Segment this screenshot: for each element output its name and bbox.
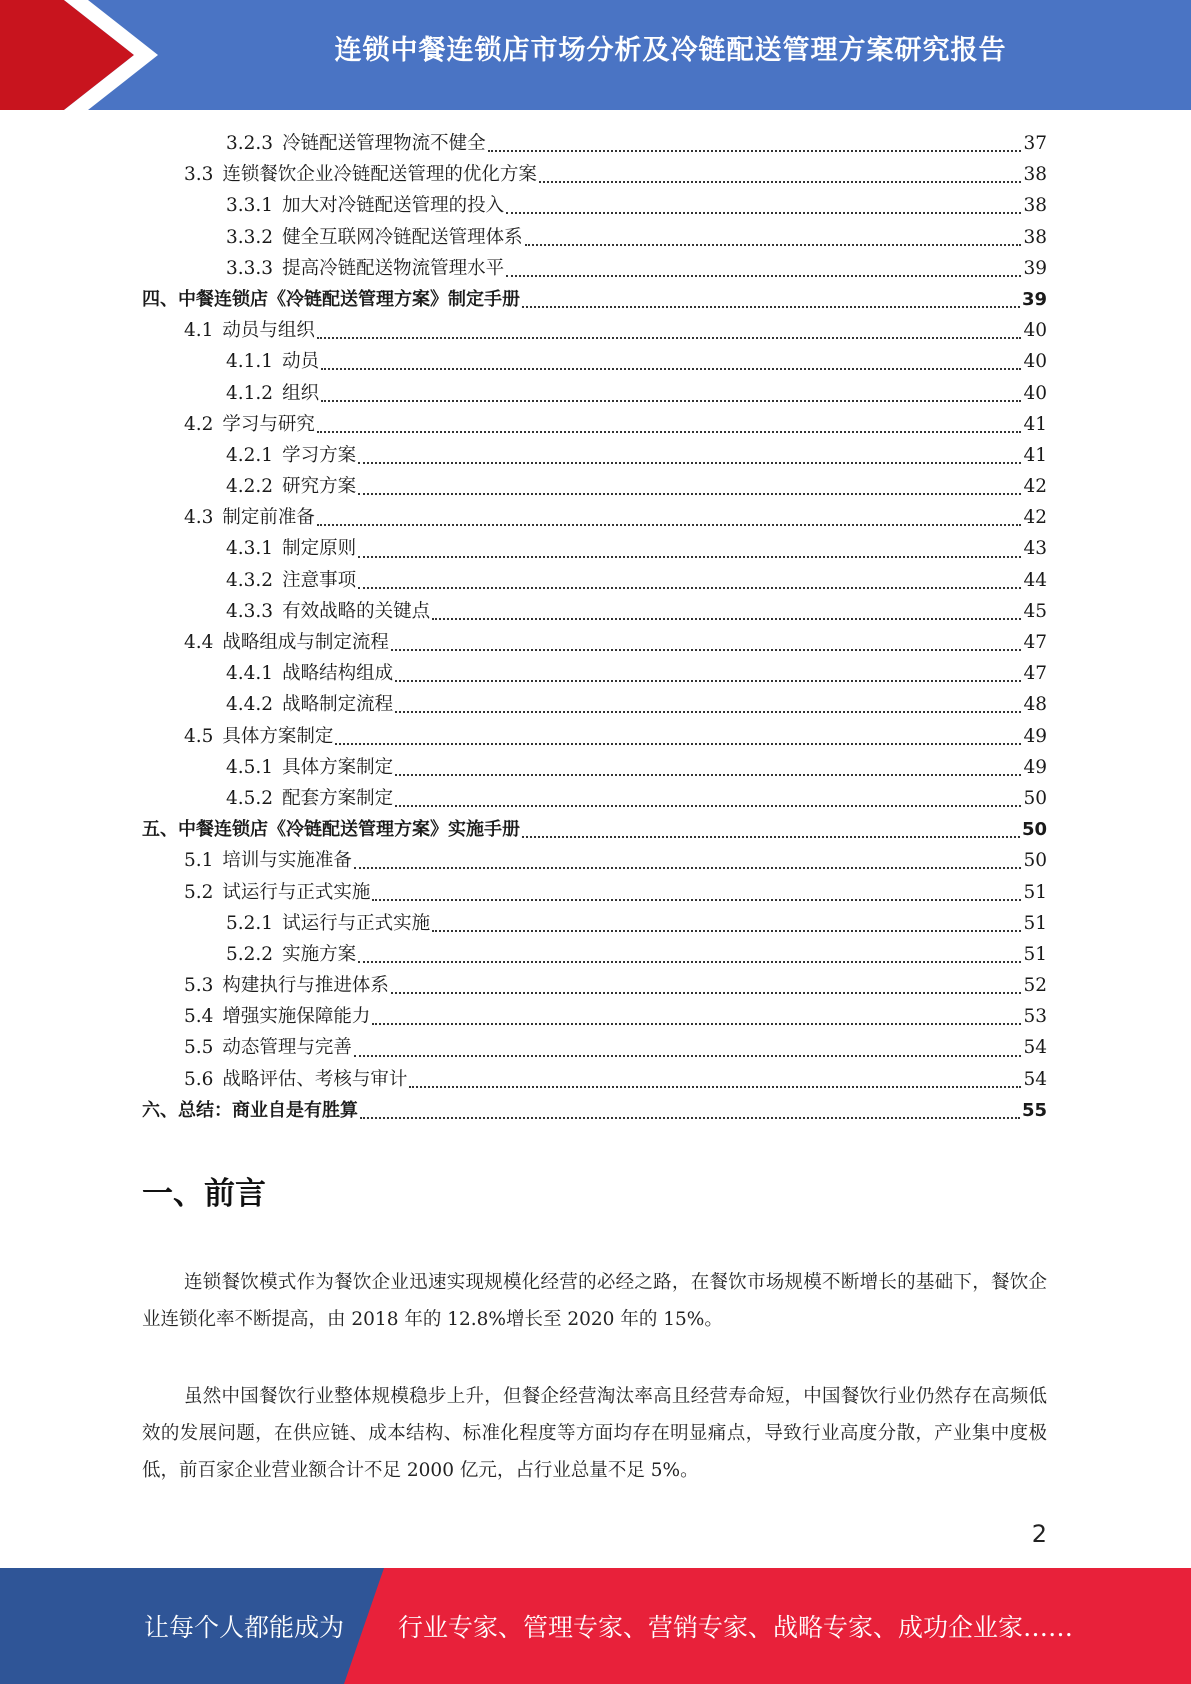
toc-dot-leader: [432, 929, 1021, 932]
toc-dot-leader: [525, 243, 1022, 246]
toc-dot-leader: [317, 336, 1022, 339]
toc-entry-page: 38: [1023, 195, 1047, 217]
toc-entry-title: 增强实施保障能力: [222, 1006, 371, 1028]
toc-entry-title: 试运行与正式实施: [222, 881, 371, 903]
toc-entry-page: 47: [1023, 632, 1047, 653]
toc-entry-number: 5.5: [184, 1037, 214, 1059]
toc-entry-title: 构建执行与推进体系: [222, 975, 389, 997]
toc-entry[interactable]: [142, 845, 1047, 876]
toc-entry[interactable]: [142, 908, 1047, 939]
toc-entry-number: 4.5.2: [226, 787, 274, 809]
toc-entry[interactable]: [142, 1032, 1047, 1063]
toc-entry[interactable]: [142, 533, 1047, 564]
toc-entry-title: 冷链配送管理物流不健全: [282, 133, 486, 154]
toc-entry-number: 4.1.2: [226, 382, 274, 404]
toc-entry-page: 37: [1023, 133, 1047, 154]
toc-entry-title: 战略评估、考核与审计: [222, 1068, 408, 1090]
toc-entry[interactable]: [142, 378, 1047, 409]
table-of-contents: [142, 128, 1047, 1126]
toc-entry[interactable]: [142, 689, 1047, 720]
toc-entry-title: 学习与研究: [222, 413, 315, 435]
toc-entry-page: 51: [1023, 881, 1047, 903]
toc-entry-title: 试运行与正式实施: [282, 912, 431, 934]
toc-entry-number: 4.2.2: [226, 476, 274, 498]
toc-entry-number: 4.4.1: [226, 663, 274, 685]
toc-entry[interactable]: [142, 721, 1047, 752]
toc-entry-number: 4.2.1: [226, 444, 274, 466]
toc-dot-leader: [395, 679, 1021, 682]
section-heading: 一、前言: [142, 1176, 266, 1212]
toc-entry-page: 50: [1021, 819, 1047, 841]
toc-entry-number: 4.1.1: [226, 351, 274, 373]
header-band: [0, 0, 1191, 110]
toc-entry-title: 注意事项: [282, 569, 357, 591]
toc-dot-leader: [360, 1116, 1020, 1119]
toc-entry-page: 50: [1023, 787, 1047, 809]
toc-entry-title: 学习方案: [282, 444, 357, 466]
toc-entry-number: 5.1: [184, 850, 214, 872]
toc-dot-leader: [395, 773, 1021, 776]
toc-entry-number: 4.3.1: [226, 538, 274, 560]
toc-dot-leader: [506, 211, 1021, 214]
toc-entry-page: 52: [1023, 975, 1047, 997]
toc-entry-title: 六、总结：商业自是有胜算: [142, 1099, 358, 1121]
toc-entry-page: 42: [1023, 476, 1047, 498]
toc-entry[interactable]: [142, 471, 1047, 502]
toc-entry-page: 49: [1023, 725, 1047, 747]
toc-entry-title: 连锁餐饮企业冷链配送管理的优化方案: [222, 164, 537, 186]
toc-entry[interactable]: [142, 1095, 1047, 1126]
toc-dot-leader: [391, 648, 1022, 651]
toc-dot-leader: [395, 710, 1021, 713]
paragraph-1: 连锁餐饮模式作为餐饮企业迅速实现规模化经营的必经之路，在餐饮市场规模不断增长的基础下，餐饮企业连锁化率不断提高，由 2018 年的 12.8%增长至 2020 年的 15%。: [142, 1272, 1047, 1330]
toc-entry-number: 4.3.3: [226, 600, 274, 622]
toc-dot-leader: [358, 586, 1021, 589]
toc-entry[interactable]: [142, 877, 1047, 908]
toc-dot-leader: [354, 1054, 1022, 1057]
toc-entry-page: 44: [1023, 569, 1047, 591]
toc-entry[interactable]: [142, 253, 1047, 284]
toc-entry[interactable]: [142, 284, 1047, 315]
toc-entry-number: 4.5: [184, 725, 214, 747]
toc-entry[interactable]: [142, 658, 1047, 689]
toc-entry-number: 5.4: [184, 1006, 214, 1028]
toc-dot-leader: [391, 991, 1022, 994]
toc-entry-page: 49: [1023, 756, 1047, 778]
toc-entry-page: 42: [1023, 507, 1047, 529]
document-title: 连锁中餐连锁店市场分析及冷链配送管理方案研究报告: [334, 35, 1007, 66]
toc-dot-leader: [539, 180, 1022, 183]
toc-entry-title: 加大对冷链配送管理的投入: [282, 195, 505, 217]
toc-entry[interactable]: [142, 440, 1047, 471]
toc-entry-title: 动态管理与完善: [222, 1037, 352, 1059]
toc-entry-number: 5.2.1: [226, 912, 274, 934]
footer-band: [0, 1568, 1191, 1684]
toc-entry-title: 组织: [282, 382, 320, 404]
toc-entry-number: 4.5.1: [226, 756, 274, 778]
toc-dot-leader: [432, 617, 1021, 620]
footer-slogan-right: 行业专家、管理专家、营销专家、战略专家、成功企业家……: [398, 1613, 1074, 1642]
toc-entry-number: 5.6: [184, 1068, 214, 1090]
toc-entry-title: 制定前准备: [222, 507, 315, 529]
toc-entry-page: 38: [1023, 226, 1047, 248]
toc-entry-title: 具体方案制定: [282, 756, 394, 778]
toc-entry-page: 41: [1023, 444, 1047, 466]
toc-entry[interactable]: [142, 627, 1047, 658]
toc-dot-leader: [358, 492, 1021, 495]
header-red-block: [0, 0, 134, 110]
toc-entry-title: 四、中餐连锁店《冷链配送管理方案》制定手册: [142, 288, 520, 310]
footer-slogan-left: 让每个人都能成为: [144, 1613, 345, 1642]
toc-entry[interactable]: [142, 190, 1047, 221]
toc-entry-title: 战略制定流程: [282, 694, 394, 716]
toc-entry-page: 48: [1023, 694, 1047, 716]
paragraph-2: 虽然中国餐饮行业整体规模稳步上升，但餐企经营淘汰率高且经营寿命短，中国餐饮行业仍然存在高频低效的发展问题，在供应链、成本结构、标准化程度等方面均存在明显痛点，导致行业高度分散，产业集中度极低，前百家企业营业额合计不足 2000 亿元，占行业总量不足 5%。: [142, 1386, 1047, 1481]
toc-entry[interactable]: [142, 752, 1047, 783]
toc-entry[interactable]: [142, 596, 1047, 627]
toc-entry-number: 4.2: [184, 413, 214, 435]
toc-entry[interactable]: [142, 159, 1047, 190]
toc-entry-page: 47: [1023, 663, 1047, 685]
toc-dot-leader: [321, 367, 1021, 370]
toc-dot-leader: [358, 960, 1021, 963]
toc-entry[interactable]: [142, 565, 1047, 596]
toc-dot-leader: [522, 305, 1020, 308]
toc-entry-number: 3.2.3: [226, 133, 274, 154]
toc-entry[interactable]: [142, 128, 1047, 159]
toc-entry-number: 3.3.1: [226, 195, 274, 217]
toc-entry-page: 51: [1023, 912, 1047, 934]
toc-dot-leader: [358, 555, 1021, 558]
toc-dot-leader: [317, 523, 1022, 526]
toc-entry-page: 45: [1023, 600, 1047, 622]
toc-entry-title: 具体方案制定: [222, 725, 334, 747]
toc-entry-page: 39: [1021, 288, 1047, 310]
toc-entry-page: 40: [1023, 351, 1047, 373]
toc-entry[interactable]: [142, 409, 1047, 440]
toc-entry-title: 培训与实施准备: [222, 850, 352, 872]
toc-entry[interactable]: [142, 315, 1047, 346]
toc-entry-number: 5.2.2: [226, 943, 274, 965]
toc-entry-title: 战略结构组成: [282, 663, 394, 685]
toc-entry-page: 50: [1023, 850, 1047, 872]
toc-dot-leader: [395, 804, 1021, 807]
toc-entry[interactable]: [142, 502, 1047, 533]
toc-entry-number: 4.1: [184, 320, 214, 342]
toc-entry-number: 3.3: [184, 164, 214, 186]
toc-entry[interactable]: [142, 814, 1047, 845]
toc-entry-number: 4.4.2: [226, 694, 274, 716]
toc-entry-title: 动员与组织: [222, 320, 315, 342]
toc-entry-page: 51: [1023, 943, 1047, 965]
toc-dot-leader: [372, 1022, 1021, 1025]
page-number: 2: [1031, 1520, 1047, 1548]
toc-entry-title: 制定原则: [282, 538, 357, 560]
toc-entry-page: 38: [1023, 164, 1047, 186]
toc-entry-title: 提高冷链配送物流管理水平: [282, 257, 505, 279]
toc-entry-page: 39: [1023, 257, 1047, 279]
toc-entry-page: 55: [1021, 1099, 1047, 1121]
toc-entry-page: 54: [1023, 1037, 1047, 1059]
toc-dot-leader: [506, 274, 1021, 277]
toc-entry-title: 动员: [282, 351, 320, 373]
toc-entry-title: 实施方案: [282, 943, 357, 965]
toc-entry-page: 41: [1023, 413, 1047, 435]
toc-entry-page: 40: [1023, 382, 1047, 404]
toc-entry-title: 健全互联网冷链配送管理体系: [282, 226, 523, 248]
toc-entry-page: 54: [1023, 1068, 1047, 1090]
toc-entry-title: 研究方案: [282, 476, 357, 498]
toc-entry-page: 43: [1023, 538, 1047, 560]
toc-entry-title: 五、中餐连锁店《冷链配送管理方案》实施手册: [142, 819, 520, 841]
toc-entry[interactable]: [142, 1064, 1047, 1095]
toc-dot-leader: [354, 866, 1022, 869]
toc-entry[interactable]: [142, 222, 1047, 253]
toc-entry-title: 配套方案制定: [282, 787, 394, 809]
toc-dot-leader: [522, 835, 1020, 838]
toc-entry[interactable]: [142, 783, 1047, 814]
toc-dot-leader: [335, 742, 1021, 745]
toc-entry[interactable]: [142, 346, 1047, 377]
toc-entry-number: 4.4: [184, 632, 214, 653]
toc-entry-number: 5.2: [184, 881, 214, 903]
toc-entry-title: 战略组成与制定流程: [222, 632, 389, 653]
toc-entry-number: 4.3.2: [226, 569, 274, 591]
toc-entry[interactable]: [142, 939, 1047, 970]
toc-entry-title: 有效战略的关键点: [282, 600, 431, 622]
toc-entry-number: 3.3.2: [226, 226, 274, 248]
toc-entry-page: 40: [1023, 320, 1047, 342]
toc-entry[interactable]: [142, 970, 1047, 1001]
toc-dot-leader: [321, 399, 1021, 402]
toc-entry-number: 4.3: [184, 507, 214, 529]
toc-dot-leader: [409, 1085, 1021, 1088]
toc-entry[interactable]: [142, 1001, 1047, 1032]
toc-dot-leader: [317, 430, 1022, 433]
toc-entry-page: 53: [1023, 1006, 1047, 1028]
toc-dot-leader: [358, 461, 1021, 464]
toc-entry-number: 5.3: [184, 975, 214, 997]
toc-entry-number: 3.3.3: [226, 257, 274, 279]
toc-dot-leader: [488, 149, 1022, 152]
toc-dot-leader: [372, 898, 1021, 901]
